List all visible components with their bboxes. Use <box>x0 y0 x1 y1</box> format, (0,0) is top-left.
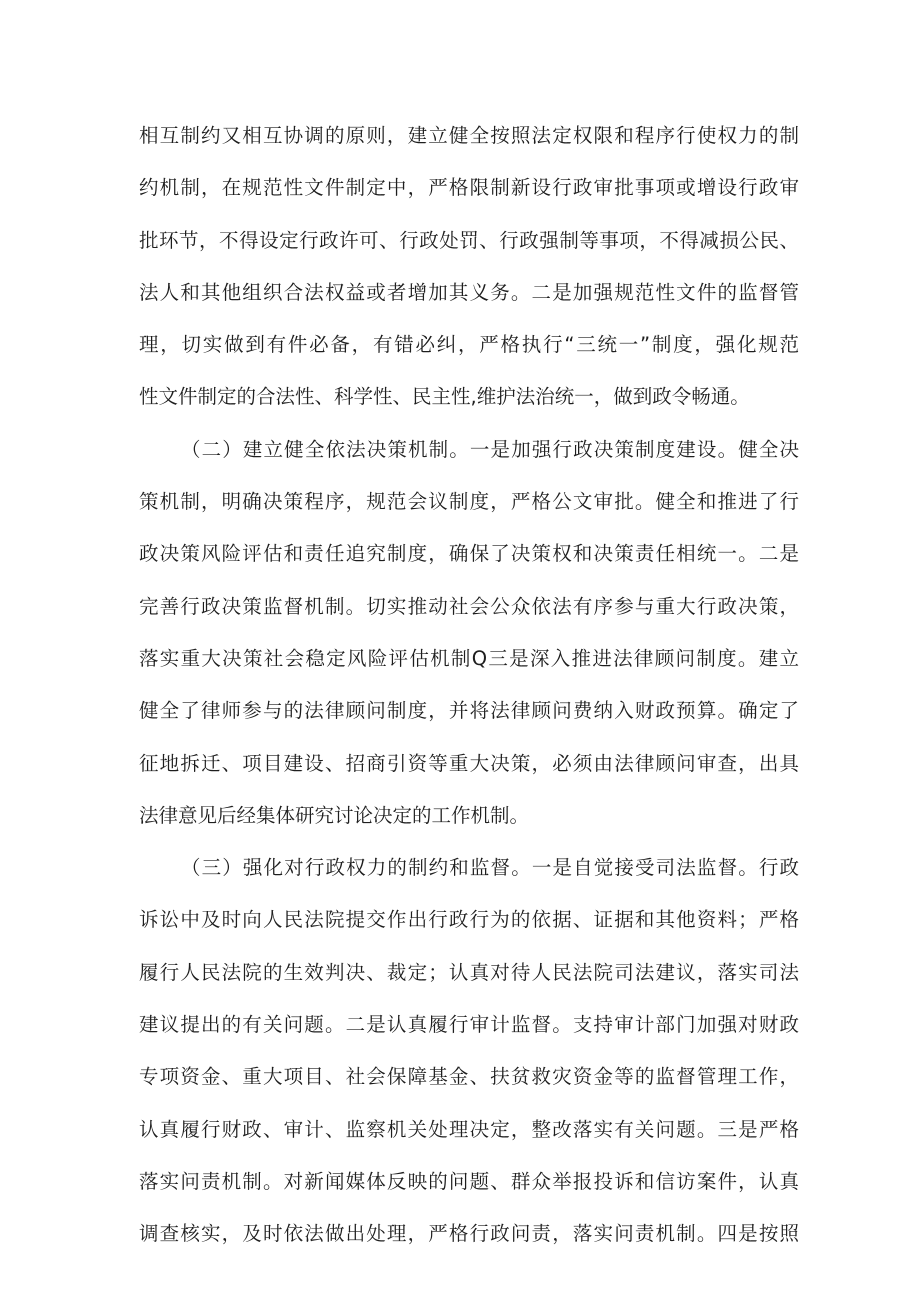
text-line: 落实问责机制。对新闻媒体反映的问题、群众举报投诉和信访案件，认真 <box>139 1169 799 1193</box>
text-line: 落实重大决策社会稳定风险评估机制Q三是深入推进法律顾问制度。建立 <box>139 646 799 670</box>
text-line: 诉讼中及时向人民法院提交作出行政行为的依据、证据和其他资料；严格 <box>139 908 799 932</box>
text-line: 法人和其他组织合法权益或者增加其义务。二是加强规范性文件的监督管 <box>139 280 799 304</box>
text-line: （二）建立健全依法决策机制。一是加强行政决策制度建设。健全决 <box>181 437 799 461</box>
text-line: 性文件制定的合法性、科学性、民主性,维护法治统一，做到政令畅通。 <box>139 385 750 409</box>
document-body <box>139 110 799 1261</box>
text-line: 约机制，在规范性文件制定中，严格限制新设行政审批事项或增设行政审 <box>139 176 799 200</box>
text-line: 履行人民法院的生效判决、裁定；认真对待人民法院司法建议，落实司法 <box>139 960 799 984</box>
text-line: 建议提出的有关问题。二是认真履行审计监督。支持审计部门加强对财政 <box>139 1013 799 1037</box>
text-line: 认真履行财政、审计、监察机关处理决定，整改落实有关问题。三是严格 <box>139 1117 799 1141</box>
text-line: 相互制约又相互协调的原则，建立健全按照法定权限和程序行使权力的制 <box>139 124 799 147</box>
text-line: 完善行政决策监督机制。切实推动社会公众依法有序参与重大行政决策， <box>139 594 799 618</box>
paragraph-1 <box>139 110 799 424</box>
text-line: 健全了律师参与的法律顾问制度，并将法律顾问费纳入财政预算。确定了 <box>139 699 799 723</box>
paragraph-2 <box>139 424 799 842</box>
paragraph-3 <box>139 842 799 1260</box>
text-line: 法律意见后经集体研究讨论决定的工作机制。 <box>139 803 530 827</box>
text-line: 征地拆迁、项目建设、招商引资等重大决策，必须由法律顾问审查，出具 <box>139 751 799 775</box>
text-line: 策机制，明确决策程序，规范会议制度，严格公文审批。健全和推进了行 <box>139 490 799 514</box>
text-line: （三）强化对行政权力的制约和监督。一是自觉接受司法监督。行政 <box>181 856 799 880</box>
text-line: 专项资金、重大项目、社会保障基金、扶贫救灾资金等的监督管理工作， <box>139 1065 799 1089</box>
text-line: 政决策风险评估和责任追究制度，确保了决策权和决策责任相统一。二是 <box>139 542 799 566</box>
text-line: 理，切实做到有件必备，有错必纠，严格执行“三统一”制度，强化规范 <box>139 333 799 357</box>
text-line: 调查核实，及时依法做出处理，严格行政问责，落实问责机制。四是按照 <box>139 1222 799 1246</box>
text-line: 批环节，不得设定行政许可、行政处罚、行政强制等事项，不得减损公民、 <box>139 228 799 252</box>
